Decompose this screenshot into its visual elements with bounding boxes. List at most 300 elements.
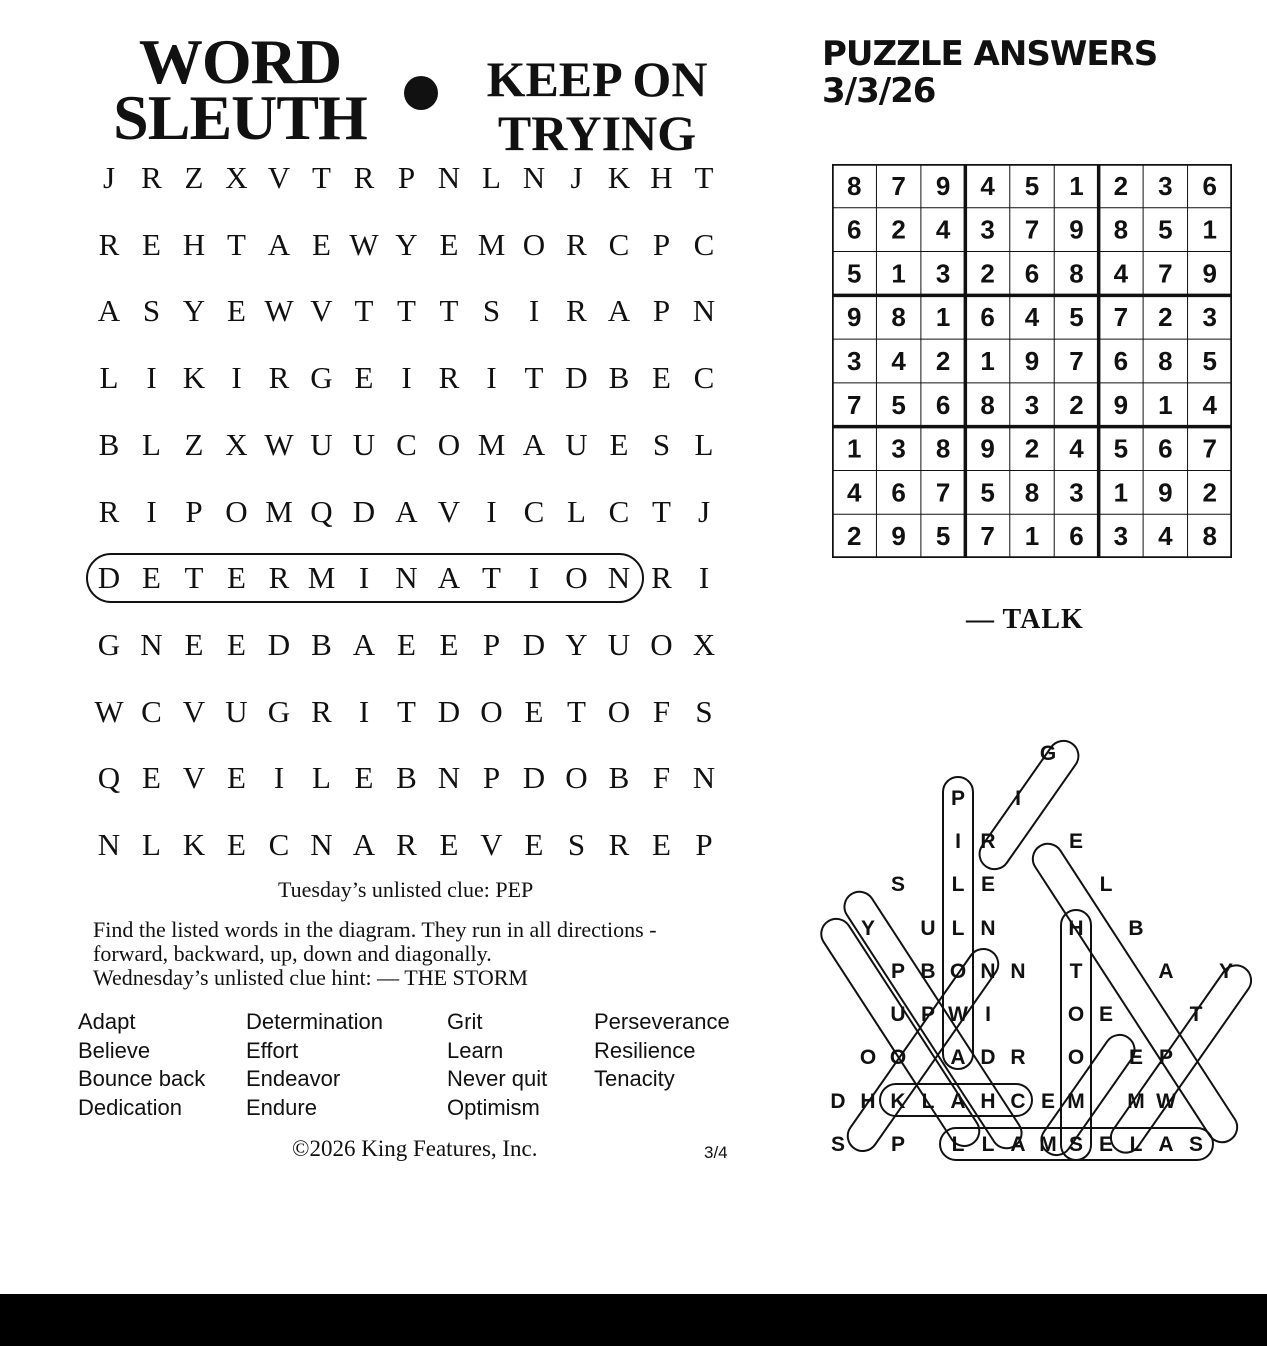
grid-letter: O [437, 426, 461, 462]
sudoku-cell-digit: 8 [1024, 477, 1040, 508]
grid-letter: G [310, 360, 333, 396]
grid-letter: R [311, 693, 332, 729]
grid-letter: O [565, 760, 588, 796]
list-word: Resilience [594, 1037, 696, 1063]
grid-letter: R [566, 293, 587, 329]
sudoku-cell-digit: 4 [1024, 302, 1040, 333]
grid-letter: G [97, 626, 121, 662]
grid-letter: D [267, 626, 291, 662]
answer-key-letter: O [1067, 1046, 1085, 1069]
grid-letter: C [608, 226, 630, 262]
sudoku-cell-digit: 1 [1069, 170, 1084, 201]
grid-letter: N [522, 160, 546, 195]
grid-letter: R [651, 560, 672, 596]
sudoku-cell-digit: 5 [1069, 302, 1084, 333]
grid-letter: A [352, 827, 376, 862]
theme-line-2: TRYING [497, 105, 697, 161]
grid-letter: I [358, 693, 370, 729]
grid-letter: L [482, 160, 501, 195]
answer-key-letter: Y [860, 917, 876, 940]
answer-key-letter: O [859, 1046, 877, 1069]
grid-letter: R [396, 827, 417, 862]
grid-letter: O [650, 626, 673, 662]
grid-letter: T [652, 493, 671, 529]
grid-letter: P [652, 226, 671, 262]
grid-letter: O [225, 493, 248, 529]
grid-letter: R [141, 160, 162, 195]
grid-letter: N [437, 760, 461, 796]
answer-key-letter: R [1010, 1046, 1026, 1069]
answer-key-letter: S [830, 1133, 846, 1156]
grid-letter: E [227, 760, 246, 796]
grid-letter: P [482, 626, 501, 662]
grid-letter: L [694, 426, 714, 462]
grid-letter: Z [184, 426, 204, 462]
answer-key-letter: A [950, 1090, 966, 1113]
sudoku-cell-digit: 5 [1202, 346, 1218, 376]
answer-loop [974, 735, 1085, 875]
grid-letter: I [358, 560, 370, 596]
answer-key-letter: K [890, 1090, 906, 1113]
sudoku-cell-digit: 5 [1113, 433, 1129, 464]
answer-key-letter: O [949, 960, 967, 983]
grid-letter: I [146, 493, 157, 529]
sudoku-cell-digit: 1 [1024, 521, 1040, 552]
answer-key-letter: M [1067, 1090, 1085, 1113]
answers-title [822, 36, 1157, 110]
sudoku-cell-digit: 7 [1113, 302, 1129, 333]
grid-letter: X [692, 626, 716, 662]
answer-key-letter: R [980, 830, 996, 853]
grid-letter: F [652, 693, 671, 729]
grid-letter: O [522, 226, 546, 262]
word-search-answer-key [818, 728, 1258, 1168]
grid-letter: R [98, 226, 120, 262]
answer-key-letter: A [1158, 960, 1174, 983]
sudoku-cell-digit: 2 [1113, 170, 1129, 201]
sudoku-cell-digit: 2 [1024, 433, 1040, 464]
grid-letter: R [608, 827, 630, 862]
grid-letter: L [142, 827, 161, 862]
grid-letter: O [607, 693, 631, 729]
sudoku-cell-digit: 5 [1158, 214, 1173, 245]
answer-key-letter: T [1189, 1003, 1203, 1026]
grid-letter: E [609, 426, 629, 462]
word-column-4 [594, 1008, 730, 1094]
sudoku-cell-digit: 7 [891, 170, 906, 201]
sudoku-cell-digit: 3 [1069, 477, 1084, 508]
sudoku-cell-digit: 3 [1202, 302, 1218, 333]
grid-letter: K [182, 827, 206, 862]
answer-key-letter: M [1127, 1090, 1145, 1113]
grid-letter: P [185, 493, 203, 529]
grid-letter: W [264, 293, 294, 329]
answers-heading: PUZZLE ANSWERS [822, 34, 1158, 74]
grid-letter: B [311, 626, 332, 662]
grid-letter: D [522, 760, 546, 796]
sudoku-cell-digit: 4 [1158, 521, 1173, 552]
grid-letter: T [312, 160, 331, 195]
grid-letter: V [182, 760, 206, 796]
grid-letter: M [477, 226, 506, 262]
sudoku-cell-digit: 3 [980, 214, 995, 245]
instructions-line-1: Find the listed words in the diagram. They run in all directions - [93, 917, 657, 942]
list-word: Dedication [78, 1094, 182, 1120]
jumble-answer-talk: — TALK [966, 604, 1084, 635]
sudoku-cell-digit: 4 [935, 214, 951, 245]
sudoku-cell-digit: 7 [1158, 258, 1173, 289]
grid-letter: I [528, 560, 540, 596]
grid-letter: U [352, 426, 376, 462]
grid-letter: C [693, 226, 715, 262]
grid-letter: V [437, 493, 461, 529]
sudoku-cell-digit: 8 [1113, 214, 1129, 245]
grid-letter: Y [565, 626, 588, 662]
wednesday-hint: Wednesday’s unlisted clue hint: — THE STORM [93, 965, 528, 990]
sudoku-cell-digit: 6 [1024, 258, 1040, 289]
grid-letter: I [486, 493, 497, 529]
answer-key-letter: L [951, 917, 965, 940]
page-number: 3/4 [704, 1143, 728, 1162]
answer-key-letter: H [860, 1090, 876, 1113]
grid-letter: R [353, 160, 375, 195]
title-word: WORD [138, 26, 342, 97]
sudoku-cell-digit: 1 [980, 346, 995, 376]
answer-key-letter: Y [1218, 960, 1234, 983]
grid-letter: T [524, 360, 544, 396]
sudoku-cell-digit: 4 [1113, 258, 1129, 289]
answer-key-letter: E [1068, 830, 1084, 853]
grid-letter: E [652, 360, 671, 396]
sudoku-cell-digit: 9 [1069, 214, 1084, 245]
grid-letter: D [522, 626, 546, 662]
sudoku-cell-digit: 9 [1024, 346, 1040, 376]
grid-letter: H [182, 226, 206, 262]
grid-letter: R [438, 360, 460, 396]
answer-key-letter: N [1010, 960, 1026, 983]
grid-letter: E [227, 827, 246, 862]
grid-letter: E [227, 293, 246, 329]
grid-letter: U [565, 426, 588, 462]
grid-letter: L [99, 360, 119, 396]
grid-letter: O [565, 560, 588, 596]
answer-key-letter: E [1128, 1046, 1144, 1069]
grid-letter: V [267, 160, 291, 195]
grid-letter: E [142, 760, 161, 796]
grid-letter: C [141, 693, 162, 729]
answer-key-letter: E [1098, 1133, 1114, 1156]
answer-key-letter: W [1156, 1090, 1176, 1113]
grid-letter: S [482, 293, 501, 329]
sudoku-cell-digit: 9 [891, 521, 906, 552]
grid-letter: T [567, 693, 586, 729]
answer-key-letter: G [1039, 742, 1057, 765]
grid-letter: P [652, 293, 671, 329]
answer-key-letter: S [1188, 1133, 1204, 1156]
list-word: Adapt [78, 1009, 136, 1034]
answer-key-letter: S [1068, 1133, 1084, 1156]
list-word: Believe [78, 1037, 151, 1063]
grid-letter: T [397, 693, 416, 729]
grid-letter: A [522, 426, 546, 462]
grid-letter: I [401, 360, 412, 396]
sudoku-cell-digit: 3 [1158, 170, 1173, 201]
grid-letter: D [97, 560, 121, 596]
answer-key-letter: H [980, 1090, 996, 1113]
grid-letter: C [693, 360, 715, 396]
list-word: Learn [447, 1037, 504, 1063]
grid-letter: V [310, 293, 333, 329]
title-sleuth: SLEUTH [113, 82, 367, 153]
sudoku-cell-digit: 7 [846, 389, 862, 420]
answer-key-letter: L [981, 1133, 995, 1156]
grid-letter: E [652, 827, 671, 862]
grid-letter: E [524, 693, 544, 729]
sudoku-cell-digit: 8 [891, 302, 906, 333]
grid-letter: W [349, 226, 379, 262]
word-column-2 [246, 1008, 383, 1122]
grid-letter: O [480, 693, 503, 729]
grid-letter: N [97, 827, 121, 862]
grid-letter: T [439, 293, 459, 329]
answer-key-letter: P [1158, 1046, 1174, 1069]
sudoku-cell-digit: 7 [1069, 346, 1084, 376]
grid-letter: E [354, 360, 374, 396]
answer-key-letter: W [948, 1003, 968, 1026]
word-list [78, 1008, 768, 1126]
sudoku-cell-digit: 9 [1158, 477, 1173, 508]
sudoku-cell-digit: 3 [1024, 389, 1040, 420]
instructions-line-2: forward, backward, up, down and diagonally. [93, 941, 492, 966]
sudoku-cell-digit: 4 [1069, 433, 1084, 464]
grid-letter: V [480, 827, 503, 862]
grid-letter: X [225, 160, 248, 195]
grid-letter: G [267, 693, 291, 729]
sudoku-cell-digit: 4 [891, 346, 906, 376]
sudoku-cell-digit: 9 [846, 302, 862, 333]
grid-letter: P [482, 760, 501, 796]
theme-line-1: KEEP ON [486, 51, 708, 107]
sudoku-cell-digit: 6 [846, 214, 862, 245]
sudoku-cell-digit: 5 [846, 258, 862, 289]
sudoku-cell-digit: 8 [1158, 346, 1173, 376]
answer-key-letter: B [1128, 917, 1144, 940]
grid-letter: J [570, 160, 583, 195]
grid-letter: L [142, 426, 161, 462]
answer-key-letter: P [950, 787, 966, 810]
grid-letter: N [140, 626, 163, 662]
sudoku-cell-digit: 7 [935, 477, 951, 508]
sudoku-cell-digit: 5 [935, 521, 951, 552]
sudoku-cell-digit: 2 [1202, 477, 1218, 508]
sudoku-cell-digit: 1 [891, 258, 906, 289]
grid-letter: T [354, 293, 374, 329]
grid-letter: U [607, 626, 631, 662]
grid-letter: C [608, 493, 630, 529]
sudoku-cell-digit: 9 [1202, 258, 1218, 289]
list-word: Endeavor [246, 1066, 341, 1091]
answer-key-letter: A [1158, 1133, 1174, 1156]
answer-key-letter: E [1040, 1090, 1056, 1113]
grid-letter: T [482, 560, 501, 596]
sudoku-cell-digit: 6 [980, 302, 995, 333]
sudoku-cell-digit: 4 [1202, 389, 1218, 420]
grid-letter: E [354, 760, 374, 796]
grid-letter: C [523, 493, 545, 529]
sudoku-cell-digit: 6 [935, 389, 951, 420]
grid-letter: N [692, 293, 716, 329]
grid-letter: E [439, 626, 459, 662]
sudoku-cell-digit: 6 [891, 477, 906, 508]
grid-letter: L [567, 493, 586, 529]
grid-letter: R [268, 560, 290, 596]
grid-letter: T [227, 226, 246, 262]
grid-letter: A [395, 493, 418, 529]
tuesday-clue: Tuesday’s unlisted clue: PEP [278, 877, 534, 902]
grid-letter: T [397, 293, 416, 329]
title-bullet [404, 76, 438, 110]
grid-letter: E [227, 626, 246, 662]
grid-letter: X [225, 426, 248, 462]
sudoku-cell-digit: 3 [1113, 521, 1129, 552]
bottom-band [0, 1294, 1267, 1346]
sudoku-cell-digit: 6 [1202, 170, 1218, 201]
answer-key-letter: U [890, 1003, 906, 1026]
grid-letter: K [607, 160, 631, 195]
grid-letter: J [697, 493, 711, 529]
answer-key-letter: L [1099, 873, 1113, 896]
list-word: Never quit [447, 1066, 548, 1091]
grid-letter: B [396, 760, 417, 796]
grid-letter: E [312, 226, 331, 262]
sudoku-cell-digit: 4 [846, 477, 862, 508]
grid-letter: T [184, 560, 204, 596]
grid-letter: E [439, 827, 459, 862]
grid-letter: A [352, 626, 376, 662]
sudoku-cell-digit: 2 [1069, 389, 1084, 420]
grid-letter: C [396, 426, 417, 462]
grid-letter: A [437, 560, 461, 596]
answer-key-letter: P [920, 1003, 936, 1026]
grid-letter: L [312, 760, 331, 796]
grid-letter: W [264, 426, 294, 462]
answer-key-letter: O [1067, 1003, 1085, 1026]
grid-letter: P [397, 160, 416, 195]
sudoku-cell-digit: 2 [980, 258, 995, 289]
sudoku-cell-digit: 7 [1202, 433, 1218, 464]
sudoku-cell-digit: 3 [846, 346, 862, 376]
answer-key-letter: P [890, 1133, 906, 1156]
grid-letter: S [142, 293, 161, 329]
answer-key-letter: B [920, 960, 936, 983]
word-column-1 [78, 1008, 205, 1122]
sudoku-cell-digit: 5 [1024, 170, 1040, 201]
grid-letter: I [528, 293, 540, 329]
grid-letter: N [395, 560, 418, 596]
list-word: Effort [246, 1037, 299, 1063]
sudoku-cell-digit: 6 [1158, 433, 1173, 464]
answer-key-letter: E [1098, 1003, 1114, 1026]
grid-letter: N [437, 160, 461, 195]
sudoku-solution-grid [832, 164, 1232, 558]
grid-letter: A [607, 293, 631, 329]
grid-letter: M [307, 560, 336, 596]
grid-letter: I [146, 360, 157, 396]
list-word: Endure [246, 1094, 317, 1120]
grid-letter: M [477, 426, 506, 462]
grid-letter: E [524, 827, 544, 862]
sudoku-cell-digit: 3 [891, 433, 906, 464]
answer-key-letter: E [980, 873, 996, 896]
sudoku-cell-digit: 8 [935, 433, 951, 464]
sudoku-cell-digit: 9 [980, 433, 995, 464]
sudoku-cell-digit: 1 [1158, 389, 1173, 420]
grid-letter: N [310, 827, 333, 862]
word-search-grid [88, 158, 728, 870]
grid-letter: U [225, 693, 248, 729]
grid-letter: H [650, 160, 673, 195]
sudoku-cell-digit: 5 [891, 389, 906, 420]
grid-letter: Y [182, 293, 206, 329]
list-word: Bounce back [78, 1066, 206, 1091]
list-word: Tenacity [594, 1066, 675, 1091]
grid-letter: E [142, 226, 161, 262]
grid-letter: M [265, 493, 293, 529]
grid-letter: E [142, 560, 161, 596]
answer-key-letter: I [985, 1003, 991, 1026]
grid-letter: S [567, 827, 586, 862]
grid-letter: Y [395, 226, 418, 262]
sudoku-cell-digit: 2 [891, 214, 906, 245]
grid-letter: E [439, 226, 459, 262]
answer-key-letter: C [1010, 1090, 1026, 1113]
grid-letter: R [566, 226, 587, 262]
answer-key-letter: L [921, 1090, 935, 1113]
grid-letter: B [608, 760, 630, 796]
grid-letter: S [695, 693, 713, 729]
answer-key-letter: I [955, 830, 961, 853]
grid-letter: D [437, 693, 461, 729]
answer-key-letter: I [1015, 787, 1021, 810]
answer-key-letter: P [890, 960, 906, 983]
sudoku-cell-digit: 1 [1113, 477, 1129, 508]
sudoku-cell-digit: 6 [1113, 346, 1129, 376]
grid-letter: F [652, 760, 671, 796]
answer-key-letter: A [950, 1046, 966, 1069]
circled-answer-determination [86, 553, 644, 603]
grid-letter: I [698, 560, 710, 596]
answer-key-letter: D [830, 1090, 846, 1113]
sudoku-cell-digit: 9 [1113, 389, 1129, 420]
grid-letter: W [94, 693, 124, 729]
sudoku-cell-digit: 4 [980, 170, 995, 201]
answer-key-letter: L [951, 1133, 965, 1156]
grid-letter: Z [184, 160, 204, 195]
instructions [93, 918, 657, 990]
sudoku-cell-digit: 8 [1069, 258, 1084, 289]
grid-letter: Q [310, 493, 333, 529]
answer-key-letter: L [1129, 1133, 1143, 1156]
sudoku-cell-digit: 9 [935, 170, 951, 201]
grid-letter: D [565, 360, 588, 396]
sudoku-cell-digit: 2 [935, 346, 951, 376]
grid-letter: Q [97, 760, 121, 796]
answer-key-letter: N [980, 960, 996, 983]
sudoku-cell-digit: 5 [980, 477, 995, 508]
grid-letter: U [310, 426, 333, 462]
sudoku-cell-digit: 7 [980, 521, 995, 552]
list-word: Optimism [447, 1094, 540, 1120]
